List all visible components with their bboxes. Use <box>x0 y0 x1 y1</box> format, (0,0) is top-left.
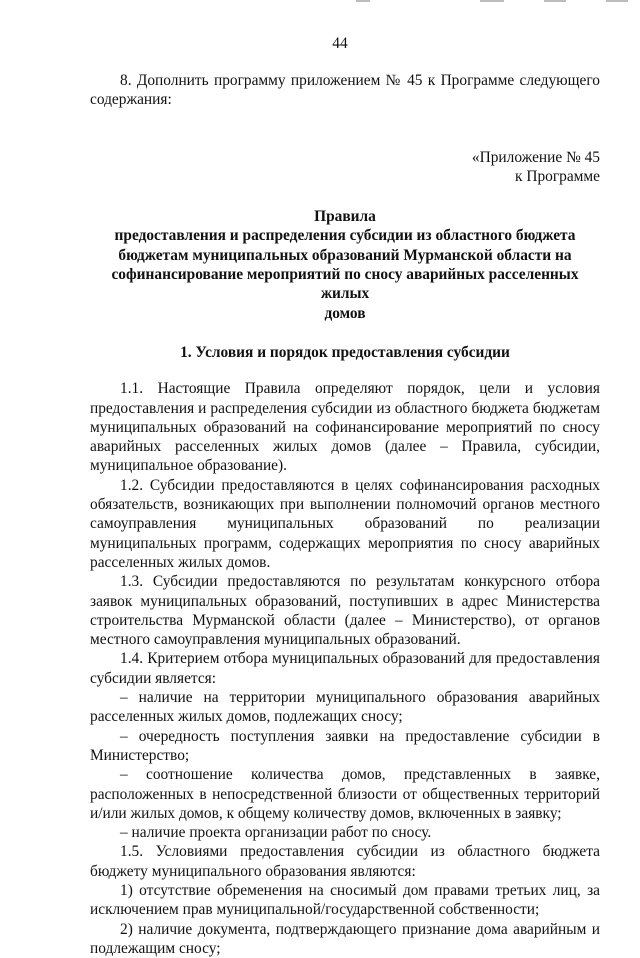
paragraph-1-5: 1.5. Условиями предоставления субсидии из областного бюджета бюджету муниципального образования являются: <box>90 843 600 880</box>
document-body <box>90 71 600 958</box>
scan-artifact <box>606 0 628 2</box>
document-title <box>90 207 600 323</box>
scan-artifact <box>480 0 504 2</box>
title-line: домов <box>324 304 366 322</box>
section-heading: 1. Условия и порядок предоставления субсидии <box>180 343 510 361</box>
criterion-item: – соотношение количества домов, представленных в заявке, расположенных в непосредственной близости от общественных территорий и/или жилых домов, к общему количеству домов, включенных в заявку; <box>90 766 600 822</box>
annex-line: к Программе <box>515 167 600 185</box>
scan-artifact <box>356 0 370 2</box>
condition-item: 1) отсутствие обременения на сносимый дом правами третьих лиц, за исключением прав муниципальной/государственной собственности; <box>90 881 600 919</box>
paragraph-1-4: 1.4. Критерием отбора муниципальных образований для предоставления субсидии является: <box>90 650 600 687</box>
annex-reference <box>90 148 600 187</box>
page-number: 44 <box>332 35 348 52</box>
annex-line: «Приложение № 45 <box>471 148 600 166</box>
paragraph-1-1: 1.1. Настоящие Правила определяют порядок, цели и условия предоставления и распределения субсидии из областного бюджета бюджетам муниципальных образований на софинансирование мероприятий по сносу аварийных расселенных жилых домов (далее – Правила, субсидии, муниципальное образование). <box>90 380 600 475</box>
title-line: софинансирование мероприятий по сносу аварийных расселенных жилых <box>111 266 579 303</box>
paragraph-1-3: 1.3. Субсидии предоставляются по результатам конкурсного отбора заявок муниципальных образований, поступивших в адрес Министерства строительства Мурманской области (далее – Министерство), от органов местного самоуправления муниципальных образований. <box>90 573 600 649</box>
title-line: бюджетам муниципальных образований Мурманской области на <box>118 246 572 264</box>
scan-artifact <box>544 0 566 2</box>
criterion-item: – наличие проекта организации работ по сносу. <box>120 824 432 842</box>
title-line: предоставления и распределения субсидии из областного бюджета <box>114 227 576 245</box>
criterion-item: – очередность поступления заявки на предоставление субсидии в Министерство; <box>90 727 600 764</box>
intro-paragraph: 8. Дополнить программу приложением № 45 к Программе следующего содержания: <box>90 72 600 109</box>
paragraph-1-2: 1.2. Субсидии предоставляются в целях софинансирования расходных обязательств, возникающих при выполнении полномочий органов местного самоуправления муниципальных образований по реализации муниципальных программ, содержащих мероприятия по сносу аварийных расселенных жилых домов. <box>90 476 600 571</box>
condition-item: 2) наличие документа, подтверждающего признание дома аварийным и подлежащим сносу; <box>90 920 600 957</box>
criterion-item: – наличие на территории муниципального образования аварийных расселенных жилых домов, подлежащих сносу; <box>90 689 600 726</box>
title-line: Правила <box>314 208 376 226</box>
